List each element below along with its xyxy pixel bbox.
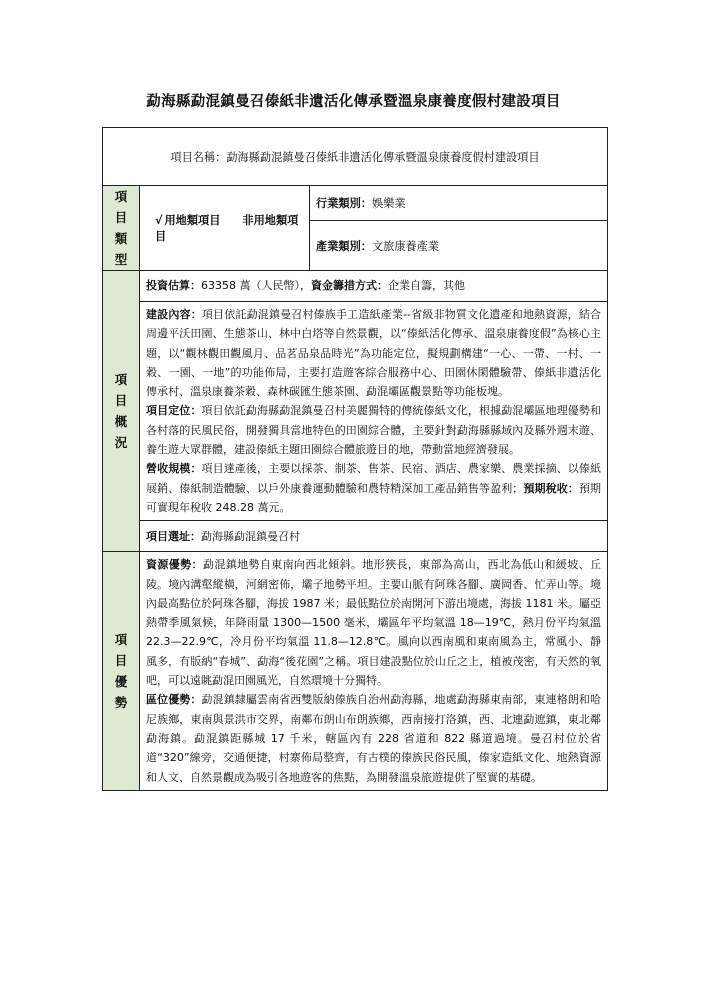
checkmark-icon: √ bbox=[155, 214, 163, 227]
positioning-text: 項目依託勐海縣勐混鎮曼召村美麗獨特的傳統傣紙文化，根據勐混壩區地理優勢和各村落的民風民俗，開發獨具當地特色的田園綜合體，主要針對勐海縣縣域內及縣外週末遊、養生遊大眾群體，建設傣紙主題田園綜合體旅遊目的地，帶動當地經濟發展。 bbox=[146, 404, 601, 457]
label-char: 況 bbox=[114, 435, 128, 451]
project-type-row bbox=[103, 186, 608, 221]
revenue-paragraph bbox=[146, 459, 601, 517]
project-table bbox=[102, 127, 608, 791]
site-row bbox=[103, 521, 608, 552]
label-char: 概 bbox=[114, 414, 128, 430]
positioning-label: 項目定位： bbox=[146, 404, 202, 418]
project-name-row bbox=[103, 128, 608, 186]
label-char: 項 bbox=[114, 632, 128, 648]
project-name-value: 勐海縣勐混鎮曼召傣紙非遺活化傳承暨溫泉康養度假村建設項目 bbox=[226, 150, 540, 164]
details-cell bbox=[140, 302, 608, 521]
advantages-cell bbox=[140, 552, 608, 791]
funding-value: 企業自籌，其他 bbox=[388, 279, 465, 293]
sector-category-label: 產業類別： bbox=[316, 239, 372, 253]
label-char: 目 bbox=[114, 653, 128, 669]
investment-label: 投資估算： bbox=[146, 279, 201, 293]
advantages-row bbox=[103, 552, 608, 791]
resource-paragraph bbox=[146, 555, 601, 690]
revenue-text: 項目達產後，主要以採茶、制茶、售茶、民宿、酒店、農家樂、農業採摘、以傣紙展銷、傣紙制造體驗、以戶外康養運動體驗和農特精深加工產品銷售等盈利； bbox=[146, 462, 601, 495]
label-char: 優 bbox=[114, 674, 128, 690]
industry-category-value: 娛樂業 bbox=[371, 197, 406, 211]
investment-row bbox=[103, 271, 608, 302]
land-use-option: 用地類項目 bbox=[164, 214, 221, 227]
location-text: 勐混鎮隸屬雲南省西雙版納傣族自治州勐海縣，地處勐海縣東南部，東連格朗和哈尼族鄉，東南與景洪市交界，南鄰布朗山布朗族鄉，西南接打洛鎮，西、北連勐遮鎮，東北鄰勐海鎮。勐混鎮距縣城 17 千米，轄區內有 228 省道和 822 縣道過境。曼召村位於省道“320”線旁，交通便捷，村寨佈局整齊，有古樸的傣族民俗民風，傣家造紙文化、地熱資源和人文、自然景觀成為吸引各地遊客的焦點，為開發溫泉旅遊提供了堅實的基礎。 bbox=[146, 693, 601, 784]
label-char: 項 bbox=[114, 189, 128, 204]
industry-category-label: 行業類別： bbox=[316, 197, 372, 211]
site-label: 項目選址： bbox=[146, 529, 201, 543]
construction-label: 建設內容： bbox=[146, 308, 202, 321]
construction-paragraph bbox=[146, 305, 601, 401]
non-land-use-option: 非用地類項目 bbox=[155, 214, 299, 243]
funding-label: 資金籌措方式： bbox=[311, 279, 388, 293]
label-char: 勢 bbox=[114, 695, 128, 711]
overview-label bbox=[103, 271, 140, 552]
resource-label: 資源優勢： bbox=[146, 558, 203, 572]
advantages-label bbox=[103, 552, 140, 791]
label-char: 型 bbox=[114, 252, 128, 267]
tax-text: 預期可實現年稅收 248.28 萬元。 bbox=[146, 481, 602, 514]
label-char: 目 bbox=[114, 393, 128, 409]
site-cell bbox=[140, 521, 608, 552]
sector-category-value: 文旅康養產業 bbox=[371, 239, 440, 253]
label-char: 目 bbox=[114, 210, 128, 225]
location-paragraph bbox=[146, 690, 601, 786]
location-label: 區位優勢： bbox=[146, 693, 202, 707]
label-char: 類 bbox=[114, 231, 128, 246]
industry-category-cell bbox=[310, 186, 608, 221]
site-value: 勐海縣勐混鎮曼召村 bbox=[201, 529, 300, 543]
project-type-label bbox=[103, 186, 140, 271]
investment-value: 63358 萬（人民幣）， bbox=[201, 279, 311, 293]
resource-text: 勐混鎮地勢自東南向西北傾斜。地形狹長，東部為高山，西北為低山和緩坡、丘陵。境內溝壑縱橫，河網密佈，壩子地勢平坦。主要山脈有阿珠各腳、廣岡香、忙弄山等。境內最高點位於阿珠各腳，海拔 1987 米；最低點位於南開河下游出境處，海拔 1181 米。屬亞熱帶季風氣候，年降雨量 1300—1500 毫米，壩區年平均氣溫 18—19℃，熱月份平均氣溫 22.3—22.9℃，冷月份平均氣溫 11.8—12.8℃。風向以西南風和東南風為主，常風小、靜風多，有版納“春城”、勐海“後花園”之稱。項目建設點位於山丘之上，植被茂密，有天然的氧吧，可以遠眺勐混田園風光，自然環境十分獨特。 bbox=[146, 558, 602, 688]
positioning-paragraph bbox=[146, 401, 601, 459]
label-char: 項 bbox=[114, 372, 128, 388]
document-title: 勐海縣勐混鎮曼召傣紙非遺活化傳承暨溫泉康養度假村建設項目 bbox=[146, 94, 561, 110]
project-name-label: 項目名稱： bbox=[170, 150, 227, 164]
project-name-cell bbox=[103, 128, 608, 186]
construction-text: 項目依託勐混鎮曼召村傣族手工造紙產業--省級非物質文化遺產和地熱資源，結合周邊平沃田園、生態茶山、林中白塔等自然景觀，以“傣紙活化傳承、溫泉康養度假”為核心主題，以“觀林觀田觀風月、品茗品泉品時光”為功能定位，擬規劃構建“一心、一帶、一村、一穀、一園、一地”的功能佈局，主要打造遊客綜合服務中心、田園休閑體驗帶、傣紙非遺活化傳承村、溫泉康養茶穀、森林碳匯生態茶園、勐混壩區觀景點等功能板塊。 bbox=[146, 308, 602, 399]
sector-category-cell bbox=[310, 221, 608, 271]
revenue-label: 營收規模： bbox=[146, 462, 202, 476]
land-use-cell bbox=[140, 186, 310, 271]
investment-cell bbox=[140, 271, 608, 302]
details-row bbox=[103, 302, 608, 521]
tax-label: 預期稅收： bbox=[523, 481, 579, 495]
